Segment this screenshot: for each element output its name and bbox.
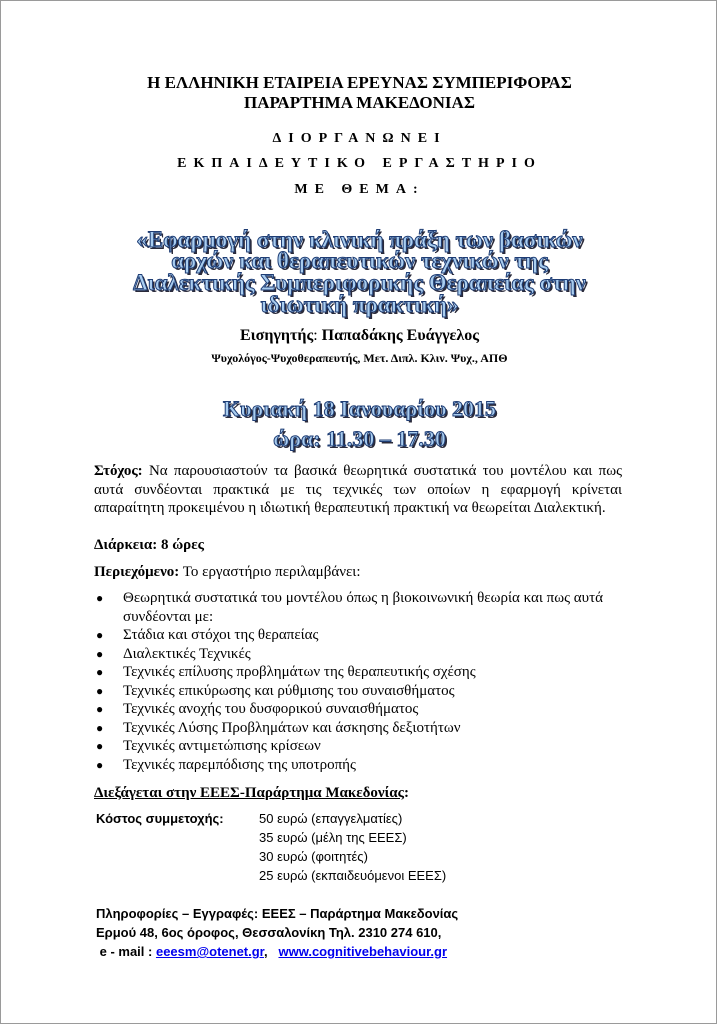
title-line-2: αρχών και θεραπευτικών τεχνικών της [171, 248, 548, 273]
list-item-text: Τεχνικές αντιμετώπισης κρίσεων [123, 738, 321, 754]
bullet-icon: ● [96, 628, 104, 642]
list-item-text: Τεχνικές Λύσης Προβλημάτων και άσκησης δεξιοτήτων [123, 719, 461, 736]
venue-colon: : [403, 785, 409, 801]
goal-paragraph [94, 462, 622, 518]
speaker-label: Εισηγητής [240, 327, 314, 344]
list-item [94, 700, 634, 719]
cost-line: 25 ευρώ (εκπαιδευόμενοι ΕΕΕΣ) [259, 868, 447, 883]
info-line-1: Πληροφορίες – Εγγραφές: ΕΕΕΣ – Παράρτημα Μακεδονίας [96, 906, 459, 921]
speaker [1, 327, 717, 345]
cost-line: 35 ευρώ (μέλη της ΕΕΕΣ) [259, 830, 407, 845]
bullet-icon: ● [96, 646, 104, 661]
list-item-text: Στάδια και στόχοι της θεραπείας [123, 627, 319, 643]
organization-name: Η ΕΛΛΗΝΙΚΗ ΕΤΑΙΡΕΙΑ ΕΡΕΥΝΑΣ ΣΥΜΠΕΡΙΦΟΡΑΣ [147, 73, 572, 92]
content-intro: Το εργαστήριο περιλαμβάνει: [182, 564, 361, 580]
list-item [94, 663, 634, 682]
goal-text: Να παρουσιαστούν τα βασικά θεωρητικά συστατικά του μοντέλου και πως αυτά συνδέονται πρακτικά με τις τεχνικές των οποίων η εφαρμογή κρίνεται απαραίτητη προκειμένου η ιδιωτική θεραπευτική πρακτική να θεωρείται Διαλεκτική. [94, 463, 623, 516]
event-time: ώρα: 11.30 – 17.30 [273, 426, 446, 451]
list-item [94, 737, 634, 756]
list-item [94, 589, 634, 626]
list-item [94, 626, 634, 645]
list-item [94, 756, 634, 775]
content-list [94, 589, 634, 774]
speaker-separator: : [313, 327, 318, 344]
bullet-icon: ● [96, 591, 104, 605]
list-item [94, 682, 634, 701]
link-separator: , [264, 944, 279, 959]
list-item-text: Τεχνικές επίλυσης προβλημάτων της θεραπευτικής σχέσης [123, 664, 476, 680]
list-item-text: Θεωρητικά συστατικά του μοντέλου όπως η βιοκοινωνική θεωρία και πως αυτά συνδέονται με: [123, 590, 603, 625]
website-link[interactable]: www.cognitivebehaviour.gr [278, 944, 448, 959]
list-item-text: Τεχνικές ανοχής του δυσφορικού συναισθήματος [123, 701, 419, 717]
email-label: e - mail : [96, 944, 156, 959]
bullet-icon: ● [96, 683, 104, 698]
info-line-2: Ερμού 48, 6ος όροφος, Θεσσαλονίκη Τηλ. 2310 274 610, [96, 925, 442, 940]
list-item [94, 645, 634, 664]
speaker-name: Παπαδάκης Ευάγγελος [321, 327, 479, 344]
topic-label: ΜΕ ΘΕΜΑ: [294, 182, 425, 197]
goal-label: Στόχος: [94, 463, 143, 479]
email-link[interactable]: eeesm@otenet.gr [155, 944, 265, 959]
cost-line: 30 ευρώ (φοιτητές) [259, 849, 368, 864]
list-item-text: Τεχνικές παρεμπόδισης της υποτροπής [123, 756, 356, 773]
list-item [94, 719, 634, 738]
organizes-label: ΔΙΟΡΓΑΝΩΝΕΙ [272, 131, 447, 146]
workshop-label: ΕΚΠΑΙΔΕΥΤΙΚΟ ΕΡΓΑΣΤΗΡΙΟ [177, 156, 542, 171]
list-item-text: Τεχνικές επικύρωσης και ρύθμισης του συναισθήματος [123, 682, 455, 699]
venue-text: Διεξάγεται στην ΕΕΕΣ-Παράρτημα Μακεδονίας [94, 785, 404, 801]
title-line-4: ιδιωτική πρακτική» [260, 292, 459, 317]
cost-line: 50 ευρώ (επαγγελματίες) [259, 811, 403, 826]
bullet-icon: ● [96, 720, 104, 735]
speaker-credentials: Ψυχολόγος-Ψυχοθεραπευτής, Μετ. Διπλ. Κλιν. Ψυχ., ΑΠΘ [211, 351, 508, 365]
title-line-3: Διαλεκτικής Συμπεριφορικής Θεραπείας στην [133, 270, 586, 295]
bullet-icon: ● [96, 757, 104, 772]
bullet-icon: ● [96, 702, 104, 716]
bullet-icon: ● [96, 739, 104, 753]
venue [94, 784, 622, 803]
branch-name: ΠΑΡΑΡΤΗΜΑ ΜΑΚΕΔΟΝΙΑΣ [244, 93, 475, 112]
cost-label: Κόστος συμμετοχής: [96, 811, 224, 826]
content-heading [94, 563, 622, 582]
title-line-1: «Εφαρμογή στην κλινική πράξη των βασικών [136, 227, 583, 252]
list-item-text: Διαλεκτικές Τεχνικές [123, 645, 251, 662]
duration: Διάρκεια: 8 ώρες [94, 537, 204, 553]
info-line-3 [96, 942, 447, 961]
content-label: Περιεχόμενο: [94, 564, 180, 580]
bullet-icon: ● [96, 665, 104, 679]
event-date: Κυριακή 18 Ιανουαρίου 2015 [223, 396, 496, 421]
